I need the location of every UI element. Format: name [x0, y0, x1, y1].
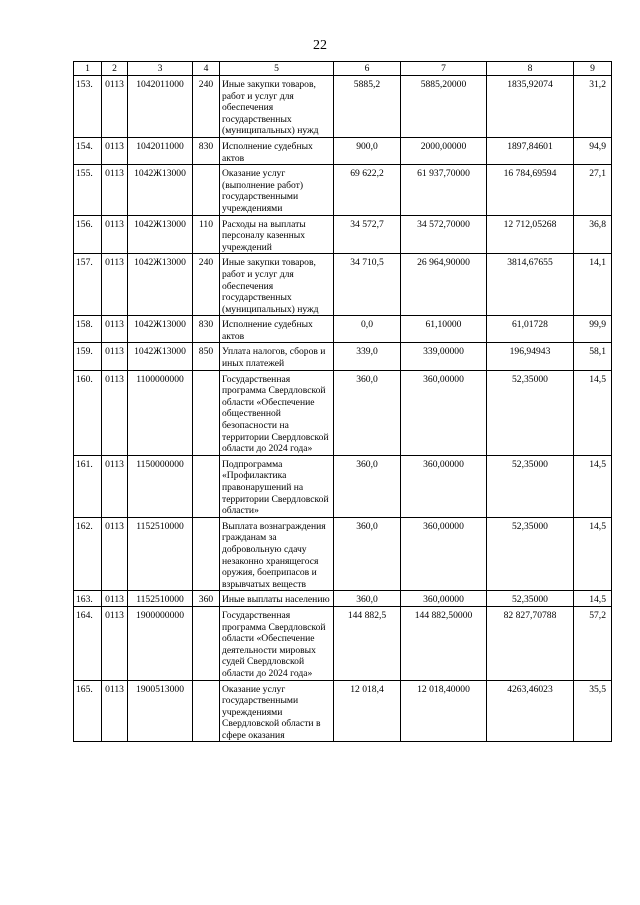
- execution-percent: 14,5: [574, 591, 612, 607]
- executed-amount: 16 784,69594: [487, 165, 574, 215]
- executed-amount: 52,35000: [487, 370, 574, 455]
- row-number: 165.: [74, 680, 102, 742]
- table-row: [74, 591, 612, 607]
- column-header-9: 9: [574, 62, 612, 76]
- expense-type-code: 830: [193, 316, 220, 343]
- target-code: 1042Ж13000: [128, 254, 193, 316]
- target-code: 1900513000: [128, 680, 193, 742]
- row-number: 158.: [74, 316, 102, 343]
- executed-amount: 196,94943: [487, 343, 574, 370]
- page-number: 22: [313, 38, 327, 53]
- execution-percent: 31,2: [574, 76, 612, 138]
- row-number: 157.: [74, 254, 102, 316]
- target-code: 1152510000: [128, 591, 193, 607]
- planned-amount: 61,10000: [401, 316, 487, 343]
- target-code: 1042011000: [128, 76, 193, 138]
- approved-amount: 360,0: [334, 591, 401, 607]
- planned-amount: 144 882,50000: [401, 606, 487, 680]
- item-name: Оказание услуг (выполнение работ) государственными учреждениями: [220, 165, 334, 215]
- column-header-5: 5: [220, 62, 334, 76]
- row-number: 155.: [74, 165, 102, 215]
- item-name: Исполнение судебных актов: [220, 316, 334, 343]
- section-code: 0113: [102, 680, 128, 742]
- item-name: Иные выплаты населению: [220, 591, 334, 607]
- item-name: Иные закупки товаров, работ и услуг для обеспечения государственных (муниципальных) нужд: [220, 76, 334, 138]
- approved-amount: 5885,2: [334, 76, 401, 138]
- expense-type-code: [193, 680, 220, 742]
- planned-amount: 34 572,70000: [401, 215, 487, 254]
- table-row: [74, 254, 612, 316]
- section-code: 0113: [102, 517, 128, 591]
- executed-amount: 12 712,05268: [487, 215, 574, 254]
- target-code: 1042Ж13000: [128, 343, 193, 370]
- section-code: 0113: [102, 254, 128, 316]
- section-code: 0113: [102, 137, 128, 164]
- executed-amount: 4263,46023: [487, 680, 574, 742]
- column-header-3: 3: [128, 62, 193, 76]
- planned-amount: 360,00000: [401, 455, 487, 517]
- table-row: [74, 517, 612, 591]
- execution-percent: 14,5: [574, 517, 612, 591]
- item-name: Расходы на выплаты персоналу казенных учреждений: [220, 215, 334, 254]
- section-code: 0113: [102, 316, 128, 343]
- execution-percent: 27,1: [574, 165, 612, 215]
- section-code: 0113: [102, 455, 128, 517]
- table-row: [74, 680, 612, 742]
- row-number: 154.: [74, 137, 102, 164]
- item-name: Оказание услуг государственными учреждениями Свердловской области в сфере оказания: [220, 680, 334, 742]
- execution-percent: 35,5: [574, 680, 612, 742]
- header-row: [74, 62, 612, 76]
- expense-type-code: 850: [193, 343, 220, 370]
- row-number: 162.: [74, 517, 102, 591]
- planned-amount: 12 018,40000: [401, 680, 487, 742]
- approved-amount: 12 018,4: [334, 680, 401, 742]
- row-number: 156.: [74, 215, 102, 254]
- column-header-8: 8: [487, 62, 574, 76]
- row-number: 160.: [74, 370, 102, 455]
- expense-type-code: [193, 165, 220, 215]
- executed-amount: 52,35000: [487, 455, 574, 517]
- item-name: Выплата вознаграждения гражданам за добровольную сдачу незаконно хранящегося оружия, боеприпасов и взрывчатых веществ: [220, 517, 334, 591]
- execution-percent: 14,5: [574, 455, 612, 517]
- planned-amount: 61 937,70000: [401, 165, 487, 215]
- section-code: 0113: [102, 591, 128, 607]
- column-header-6: 6: [334, 62, 401, 76]
- execution-percent: 36,8: [574, 215, 612, 254]
- item-name: Государственная программа Свердловской области «Обеспечение деятельности мировых судей Свердловской области до 2024 года»: [220, 606, 334, 680]
- target-code: 1152510000: [128, 517, 193, 591]
- item-name: Уплата налогов, сборов и иных платежей: [220, 343, 334, 370]
- table-row: [74, 606, 612, 680]
- expense-type-code: 240: [193, 76, 220, 138]
- execution-percent: 99,9: [574, 316, 612, 343]
- item-name: Государственная программа Свердловской области «Обеспечение общественной безопасности на территории Свердловской области до 2024 года»: [220, 370, 334, 455]
- approved-amount: 360,0: [334, 370, 401, 455]
- target-code: 1900000000: [128, 606, 193, 680]
- column-header-4: 4: [193, 62, 220, 76]
- table-row: [74, 215, 612, 254]
- planned-amount: 5885,20000: [401, 76, 487, 138]
- target-code: 1042011000: [128, 137, 193, 164]
- planned-amount: 339,00000: [401, 343, 487, 370]
- section-code: 0113: [102, 215, 128, 254]
- row-number: 164.: [74, 606, 102, 680]
- section-code: 0113: [102, 76, 128, 138]
- column-header-7: 7: [401, 62, 487, 76]
- approved-amount: 0,0: [334, 316, 401, 343]
- expense-type-code: 110: [193, 215, 220, 254]
- target-code: 1150000000: [128, 455, 193, 517]
- expense-type-code: [193, 370, 220, 455]
- budget-table: [73, 61, 612, 742]
- table-row: [74, 370, 612, 455]
- table-row: [74, 316, 612, 343]
- executed-amount: 52,35000: [487, 517, 574, 591]
- execution-percent: 58,1: [574, 343, 612, 370]
- approved-amount: 360,0: [334, 455, 401, 517]
- item-name: Иные закупки товаров, работ и услуг для обеспечения государственных (муниципальных) нужд: [220, 254, 334, 316]
- approved-amount: 34 710,5: [334, 254, 401, 316]
- column-header-1: 1: [74, 62, 102, 76]
- executed-amount: 52,35000: [487, 591, 574, 607]
- item-name: Исполнение судебных актов: [220, 137, 334, 164]
- row-number: 153.: [74, 76, 102, 138]
- table-row: [74, 137, 612, 164]
- section-code: 0113: [102, 606, 128, 680]
- approved-amount: 900,0: [334, 137, 401, 164]
- row-number: 161.: [74, 455, 102, 517]
- row-number: 159.: [74, 343, 102, 370]
- expense-type-code: [193, 517, 220, 591]
- execution-percent: 57,2: [574, 606, 612, 680]
- planned-amount: 2000,00000: [401, 137, 487, 164]
- approved-amount: 34 572,7: [334, 215, 401, 254]
- section-code: 0113: [102, 370, 128, 455]
- target-code: 1100000000: [128, 370, 193, 455]
- table-row: [74, 165, 612, 215]
- table-row: [74, 455, 612, 517]
- planned-amount: 360,00000: [401, 517, 487, 591]
- executed-amount: 61,01728: [487, 316, 574, 343]
- planned-amount: 26 964,90000: [401, 254, 487, 316]
- expense-type-code: 240: [193, 254, 220, 316]
- target-code: 1042Ж13000: [128, 316, 193, 343]
- item-name: Подпрограмма «Профилактика правонарушений на территории Свердловской области»: [220, 455, 334, 517]
- expense-type-code: 360: [193, 591, 220, 607]
- planned-amount: 360,00000: [401, 370, 487, 455]
- table-row: [74, 343, 612, 370]
- executed-amount: 3814,67655: [487, 254, 574, 316]
- executed-amount: 82 827,70788: [487, 606, 574, 680]
- planned-amount: 360,00000: [401, 591, 487, 607]
- target-code: 1042Ж13000: [128, 215, 193, 254]
- section-code: 0113: [102, 343, 128, 370]
- column-header-2: 2: [102, 62, 128, 76]
- approved-amount: 69 622,2: [334, 165, 401, 215]
- row-number: 163.: [74, 591, 102, 607]
- section-code: 0113: [102, 165, 128, 215]
- approved-amount: 360,0: [334, 517, 401, 591]
- expense-type-code: [193, 606, 220, 680]
- executed-amount: 1897,84601: [487, 137, 574, 164]
- approved-amount: 144 882,5: [334, 606, 401, 680]
- executed-amount: 1835,92074: [487, 76, 574, 138]
- expense-type-code: 830: [193, 137, 220, 164]
- execution-percent: 14,1: [574, 254, 612, 316]
- table-row: [74, 76, 612, 138]
- execution-percent: 94,9: [574, 137, 612, 164]
- approved-amount: 339,0: [334, 343, 401, 370]
- execution-percent: 14,5: [574, 370, 612, 455]
- expense-type-code: [193, 455, 220, 517]
- target-code: 1042Ж13000: [128, 165, 193, 215]
